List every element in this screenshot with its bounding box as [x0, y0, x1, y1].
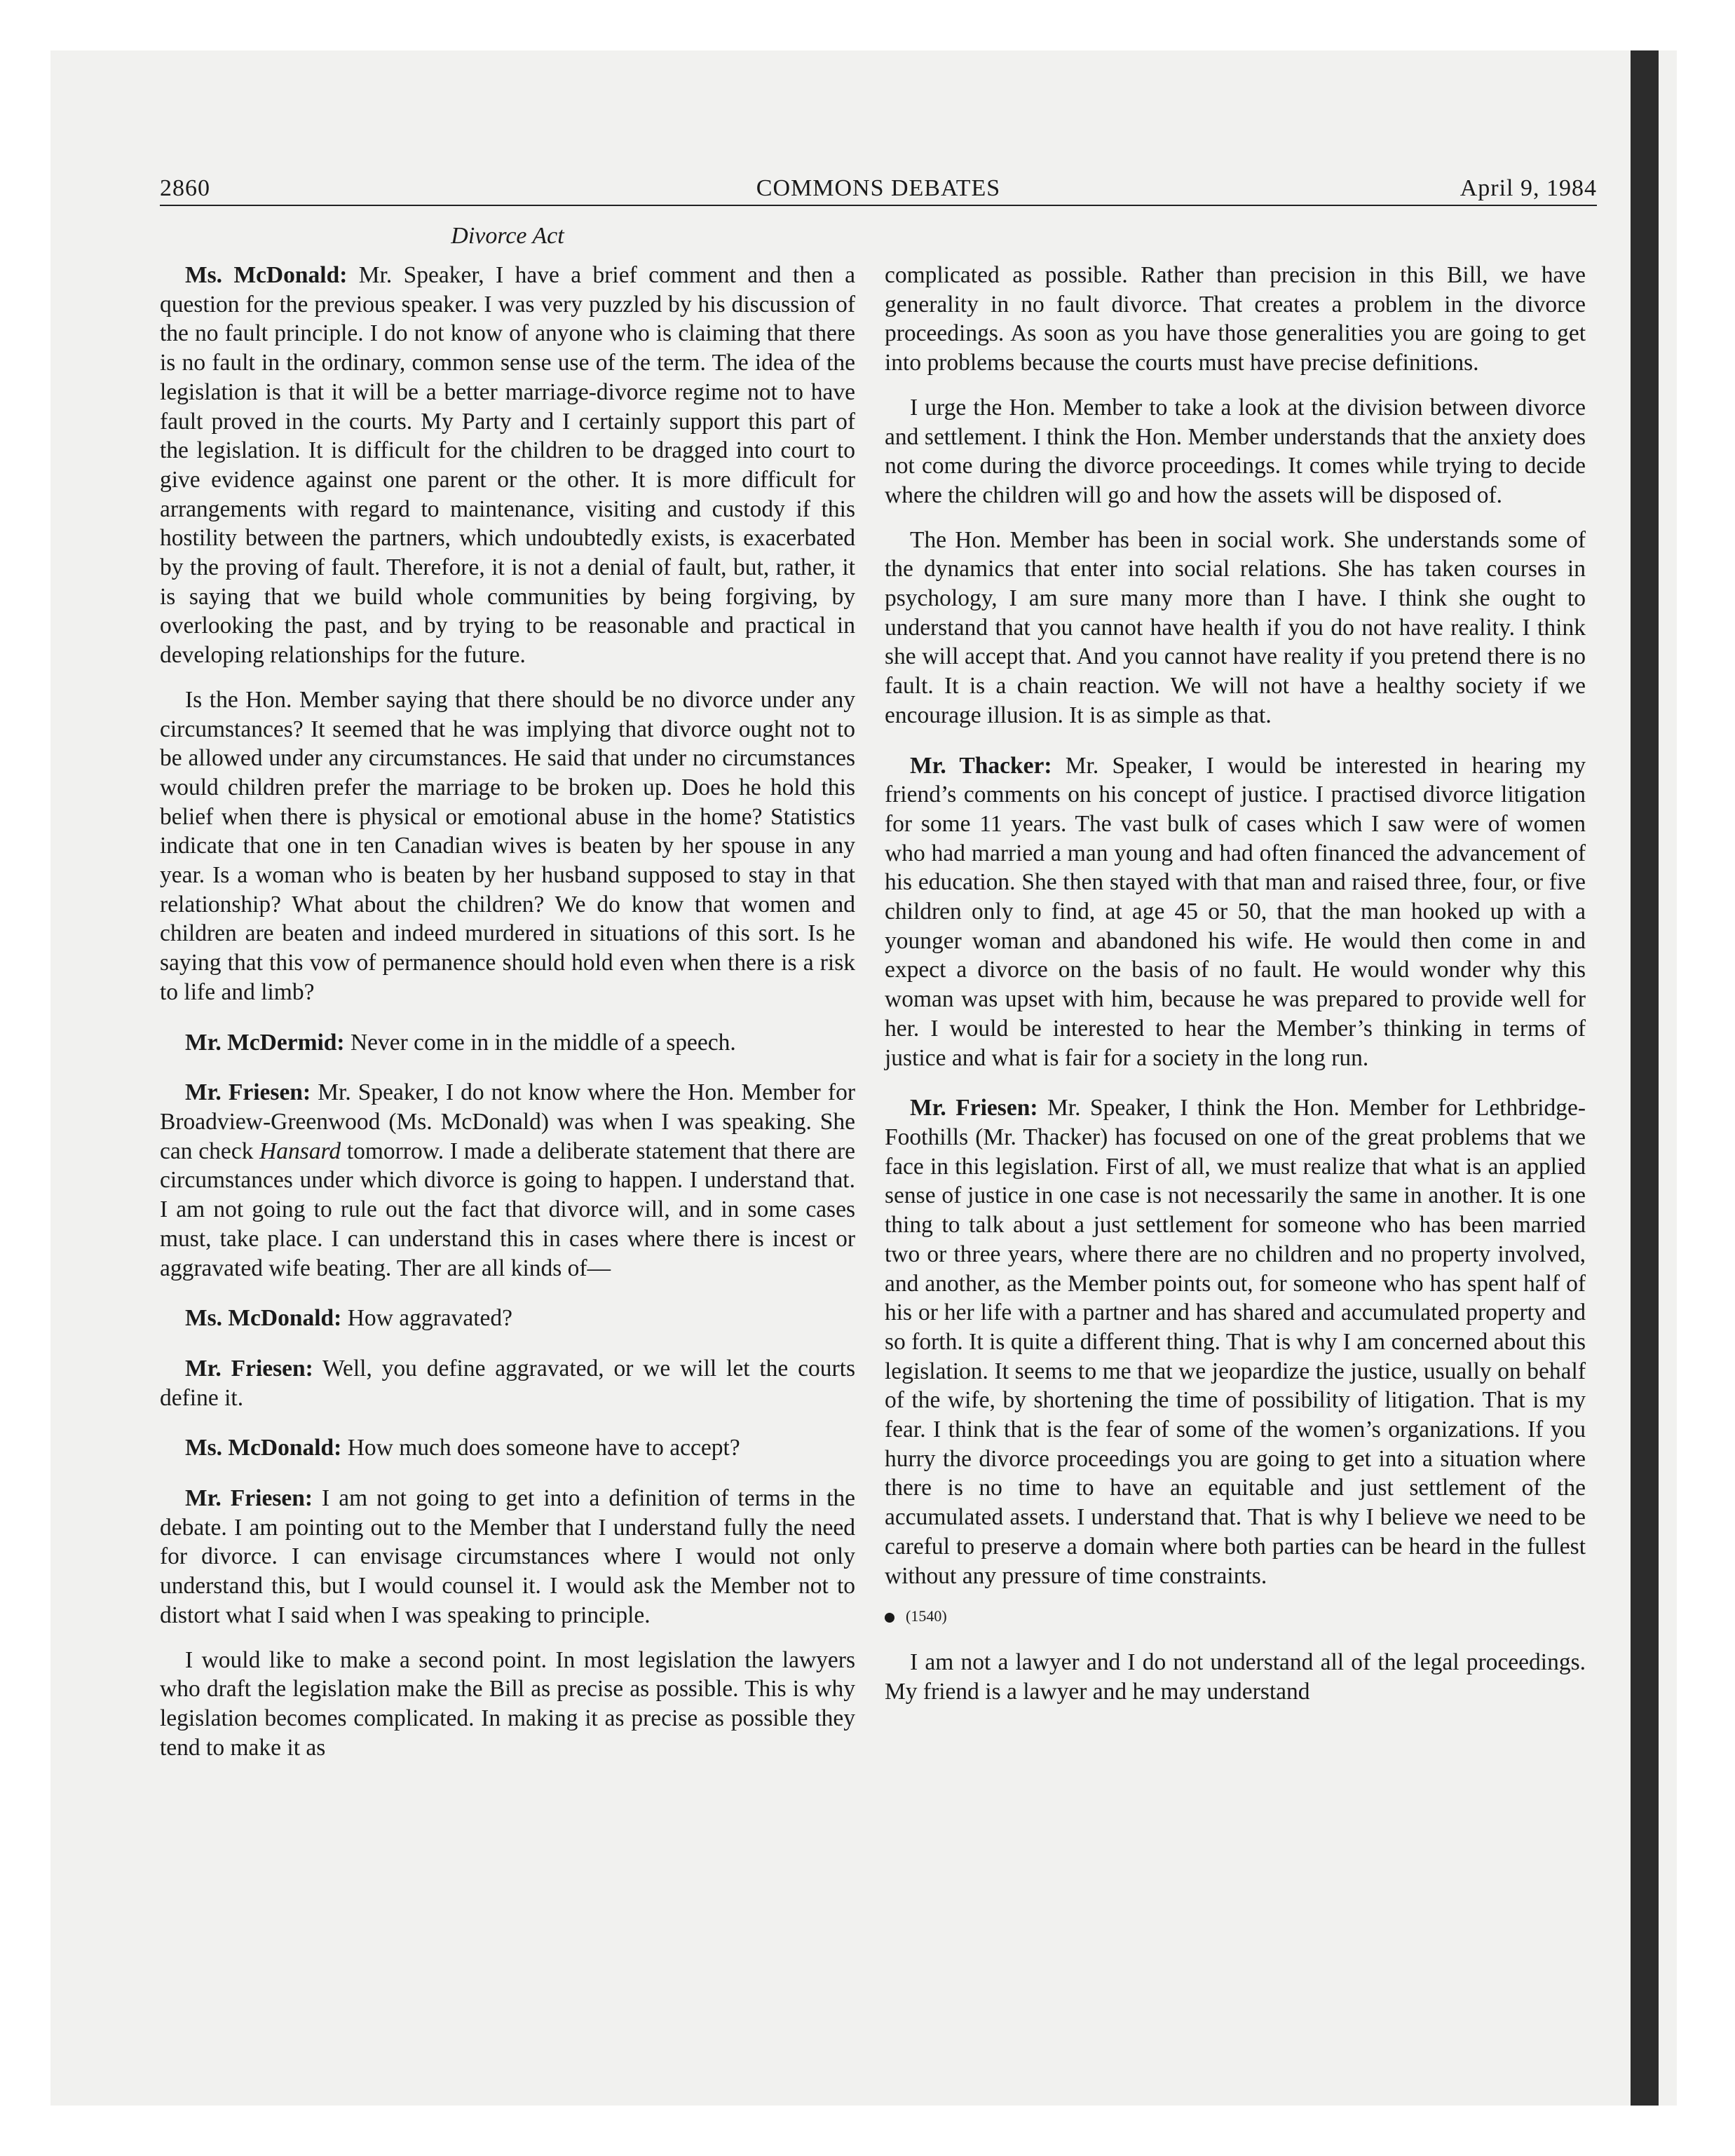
speech-text: I would like to make a second point. In most legislation the lawyers who draft the legislation make the Bill as precise as possible. This is why legislation becomes complicated. In making it as precise as possible they tend to make it as — [160, 1646, 855, 1761]
speaker-name: Mr. Friesen: — [185, 1485, 313, 1512]
paragraph — [885, 261, 1586, 378]
paragraph — [885, 526, 1586, 730]
speech-text: Well, you define aggravated, or we will let the courts define it. — [160, 1355, 855, 1411]
speaker-name: Mr. McDermid: — [185, 1029, 345, 1056]
speech-text: I am not going to get into a definition of terms in the debate. I am pointing out to the Member that I understand fully the need for divorce. I can envisage circumstances where I would not only understand this, but I would counsel it. I would ask the Member not to distort what I said when I was speaking to principle. — [160, 1485, 855, 1628]
speech-text: Is the Hon. Member saying that there should be no divorce under any circumstances? It seemed that he was implying that divorce ought not to be allowed under any circumstances. He said that under no circumstances would children prefer the marriage to be broken up. Does he hold this belief when there is physical or emotional abuse in the home? Statistics indicate that one in ten Canadian wives is beaten by her spouse in any year. Is a woman who is beaten by her husband supposed to stay in that relationship? What about the children? We do know that women and children are beaten and indeed murdered in situations of this sort. Is he saying that this vow of permanence should hold even when there is a risk to life and limb? — [160, 686, 855, 1005]
paragraph — [160, 1078, 855, 1283]
speaker-name: Ms. McDonald: — [185, 1305, 342, 1332]
paragraph — [160, 1433, 855, 1463]
paragraph — [160, 1304, 855, 1333]
page-header — [160, 172, 1597, 206]
journal-title: COMMONS DEBATES — [756, 175, 1001, 201]
right-column — [885, 261, 1586, 1722]
speech-text: How aggravated? — [341, 1305, 513, 1332]
paragraph — [885, 751, 1586, 1073]
issue-date: April 9, 1984 — [1460, 175, 1597, 201]
speech-text: tomorrow. I made a deliberate statement that there are circumstances under which divorce is going to happen. I understand that. I am not going to rule out the fact that divorce will, and in some cases must, take place. I can understand this in cases where there is incest or aggravated wife beating. Ther are all kinds of— — [160, 1138, 855, 1281]
paragraph — [885, 1093, 1586, 1590]
speaker-name: Mr. Friesen: — [910, 1095, 1038, 1121]
italic-reference: Hansard — [259, 1138, 341, 1164]
speech-text: I urge the Hon. Member to take a look at the division between divorce and settlement. I think the Hon. Member understands that the anxiety does not come during the divorce proceedings. It comes while trying to decide where the children will go and how the assets will be disposed of. — [885, 394, 1586, 508]
paragraph — [160, 1354, 855, 1412]
left-column — [160, 261, 855, 1778]
speaker-name: Mr. Friesen: — [185, 1355, 313, 1381]
speaker-name: Ms. McDonald: — [185, 1435, 342, 1461]
speech-text: Mr. Speaker, I think the Hon. Member for Lethbridge-Foothills (Mr. Thacker) has focused on one of the great problems that we face in this legislation. First of all, we must realize that what is an applied sense of justice in one case is not necessarily the same in another. It is one thing to talk about a just settlement for someone who has been married two or three years, where there are no children and no property involved, and another, as the Member points out, for someone who has spent half of his or her life with a partner and has shared and accumulated property and so forth. It is quite a different thing. That is why I am concerned about this legislation. It seems to me that we jeopardize the justice, usually on behalf of the wife, by shortening the time of possibility of litigation. That is my fear. I think that is the fear of some of the women’s organizations. If you hurry the divorce proceedings you are going to get into a situation where there is no time to have an equitable and just settlement of the accumulated assets. I understand that. That is why I believe we need to be careful to preserve a domain where both parties can be heard in the fullest without any pressure of time constraints. — [885, 1095, 1586, 1589]
page-number: 2860 — [160, 175, 210, 201]
speech-text: Never come in in the middle of a speech. — [344, 1029, 736, 1056]
speech-text: I am not a lawyer and I do not understand all of the legal proceedings. My friend is a lawyer and he may understand — [885, 1649, 1586, 1705]
speech-text: complicated as possible. Rather than precision in this Bill, we have generality in no fault divorce. That creates a problem in the divorce proceedings. As soon as you have those generalities you are going to get into problems because the courts must have precise definitions. — [885, 262, 1586, 376]
speaker-name: Mr. Friesen: — [185, 1079, 311, 1106]
paragraph — [160, 685, 855, 1007]
scan-edge-bar — [1631, 50, 1659, 2106]
speech-text: Mr. Speaker, I have a brief comment and then a question for the previous speaker. I was very puzzled by his discussion of the no fault principle. I do not know of anyone who is claiming that there is no fault in the ordinary, common sense use of the term. The idea of the legislation is that it will be a better marriage-divorce regime not to have fault proved in the courts. My Party and I certainly support this part of the legislation. It is difficult for the children to be dragged into court to give evidence against one parent or the other. It is more difficult for arrangements with regard to maintenance, visiting and custody if this hostility between the partners, which undoubtedly exists, is exacerbated by the proving of fault. Therefore, it is not a denial of fault, but, rather, it is saying that we build whole communities by being forgiving, by overlooking the past, and by trying to be reasonable and practical in developing relationships for the future. — [160, 262, 855, 669]
speech-text: How much does someone have to accept? — [341, 1435, 740, 1461]
paragraph — [160, 1646, 855, 1763]
paragraph — [160, 261, 855, 670]
paragraph — [160, 1028, 855, 1058]
speech-text: Mr. Speaker, I do not know where the Hon. Member for Broadview-Greenwood (Ms. McDonald) was when I was speaking. She can check — [160, 1079, 855, 1164]
paragraph — [885, 1648, 1586, 1706]
time-marker — [885, 1606, 1586, 1627]
speaker-name: Mr. Thacker: — [910, 752, 1052, 779]
paragraph — [885, 393, 1586, 510]
speaker-name: Ms. McDonald: — [185, 262, 348, 288]
section-title: Divorce Act — [451, 223, 564, 249]
time-marker-text: (1540) — [906, 1607, 947, 1625]
bullet-icon — [885, 1613, 894, 1623]
paragraph — [160, 1484, 855, 1630]
speech-text: The Hon. Member has been in social work. She understands some of the dynamics that enter into social relations. She has taken courses in psychology, I am sure many more than I have. I think she ought to understand that you cannot have health if you do not have reality. I think she will accept that. And you cannot have reality if you pretend there is no fault. It is a chain reaction. We will not have a healthy society if we encourage illusion. It is as simple as that. — [885, 526, 1586, 728]
speech-text: Mr. Speaker, I would be interested in hearing my friend’s comments on his concept of justice. I practised divorce litigation for some 11 years. The vast bulk of cases which I saw were of women who had married a man young and had often financed the advancement of his education. She then stayed with that man and raised three, four, or five children only to find, at age 45 or 50, that the man hooked up with a younger woman and abandoned his wife. He would then come in and expect a divorce on the basis of no fault. He would wonder why this woman was upset with him, because he was prepared to provide well for her. I would be interested to hear the Member’s thinking in terms of justice and what is fair for a society in the long run. — [885, 752, 1586, 1071]
